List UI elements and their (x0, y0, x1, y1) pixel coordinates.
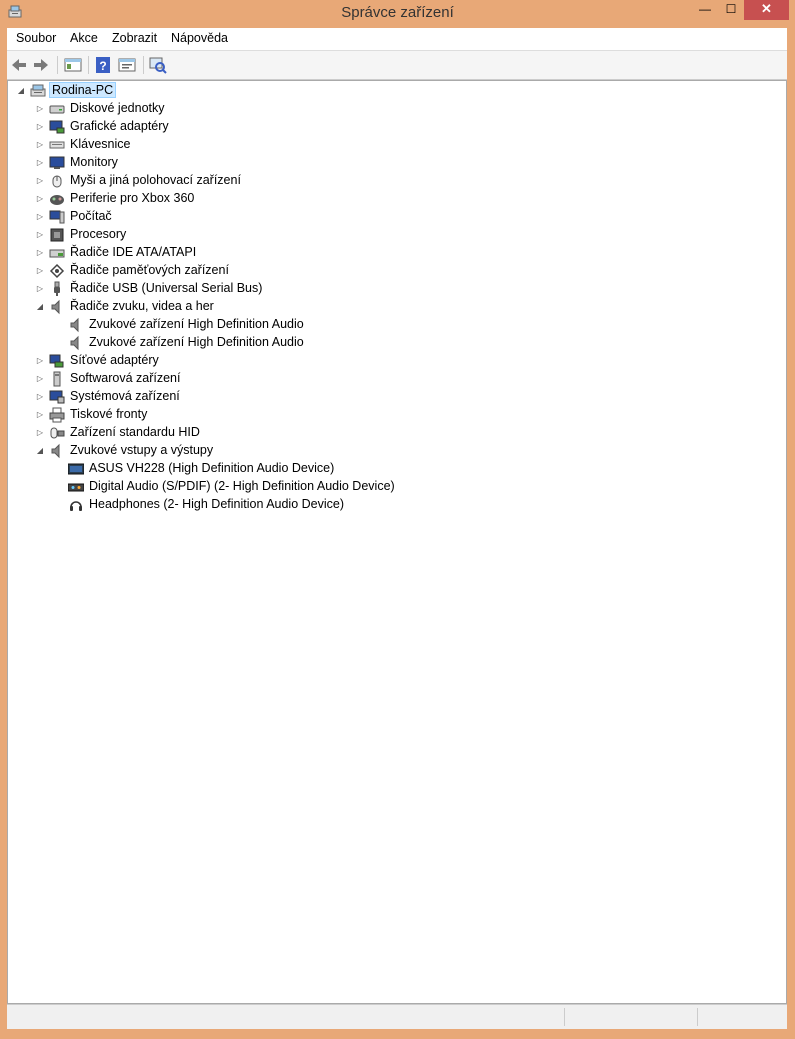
tree-device-label[interactable]: Zvukové zařízení High Definition Audio (89, 317, 304, 331)
status-bar (7, 1004, 787, 1029)
tree-category-label[interactable]: Grafické adaptéry (70, 119, 169, 133)
processor-icon (49, 227, 65, 243)
maximize-button[interactable]: ☐ (725, 2, 737, 16)
tree-device-label[interactable]: ASUS VH228 (High Definition Audio Device) (89, 461, 335, 475)
computer-root-icon (30, 83, 46, 99)
ide-controller-icon (49, 245, 65, 261)
expand-toggle[interactable]: ▷ (36, 140, 44, 149)
usb-icon (49, 281, 65, 297)
tree-category-label[interactable]: Klávesnice (70, 137, 131, 151)
tree-category-label[interactable]: Zvukové vstupy a výstupy (70, 443, 214, 457)
minimize-button[interactable]: — (699, 2, 711, 16)
mouse-icon (49, 173, 65, 189)
tree-category-label[interactable]: Síťové adaptéry (70, 353, 159, 367)
show-hide-console-tree-icon[interactable] (63, 55, 83, 75)
toolbar-separator (57, 56, 58, 74)
tree-category-label[interactable]: Řadiče zvuku, videa a her (70, 299, 214, 313)
menu-akce[interactable]: Akce (70, 31, 98, 45)
expand-toggle[interactable]: ▷ (36, 356, 44, 365)
tree-device-label[interactable]: Zvukové zařízení High Definition Audio (89, 335, 304, 349)
tree-category-label[interactable]: Systémová zařízení (70, 389, 180, 403)
toolbar-separator (143, 56, 144, 74)
toolbar (7, 50, 787, 80)
expand-toggle[interactable]: ▷ (36, 392, 44, 401)
close-button[interactable]: ✕ (744, 0, 789, 20)
tree-category-label[interactable]: Řadiče USB (Universal Serial Bus) (70, 281, 263, 295)
tree-category-label[interactable]: Periferie pro Xbox 360 (70, 191, 195, 205)
expand-toggle[interactable]: ▷ (36, 212, 44, 221)
expand-toggle[interactable]: ▷ (36, 284, 44, 293)
storage-controller-icon (49, 263, 65, 279)
computer-icon (49, 209, 65, 225)
speaker-icon (68, 335, 84, 351)
expand-toggle[interactable]: ▷ (36, 410, 44, 419)
expand-toggle[interactable]: ▷ (36, 194, 44, 203)
status-segment (697, 1008, 788, 1026)
tree-category-label[interactable]: Řadiče IDE ATA/ATAPI (70, 245, 197, 259)
network-adapter-icon (49, 353, 65, 369)
monitor-icon (49, 155, 65, 171)
menu-zobrazit[interactable]: Zobrazit (112, 31, 158, 45)
device-tree[interactable] (7, 80, 787, 1004)
speaker-icon (49, 443, 65, 459)
display-adapter-icon (49, 119, 65, 135)
menu-napoveda[interactable]: Nápověda (171, 31, 228, 45)
printer-icon (49, 407, 65, 423)
expand-toggle[interactable]: ▷ (36, 374, 44, 383)
expand-toggle[interactable]: ▷ (36, 428, 44, 437)
software-device-icon (49, 371, 65, 387)
tree-device-label[interactable]: Headphones (2- High Definition Audio Device) (89, 497, 345, 511)
expand-toggle[interactable]: ▷ (36, 266, 44, 275)
tree-category-label[interactable]: Zařízení standardu HID (70, 425, 200, 439)
keyboard-icon (49, 137, 65, 153)
expand-toggle[interactable]: ◢ (36, 446, 44, 455)
tree-category-label[interactable]: Diskové jednotky (70, 101, 165, 115)
status-segment (564, 1008, 698, 1026)
svg-text:?: ? (99, 59, 107, 73)
properties-icon[interactable] (117, 55, 137, 75)
headphones-icon (68, 497, 84, 513)
expand-toggle[interactable]: ◢ (36, 302, 44, 311)
help-icon[interactable] (93, 55, 113, 75)
tree-category-label[interactable]: Monitory (70, 155, 118, 169)
menu-bar (7, 28, 787, 50)
tree-category-label[interactable]: Tiskové fronty (70, 407, 148, 421)
speaker-icon (49, 299, 65, 315)
spdif-icon (68, 479, 84, 495)
expand-toggle[interactable]: ◢ (17, 86, 25, 95)
tree-category-label[interactable]: Řadiče paměťových zařízení (70, 263, 229, 277)
tree-category-label[interactable]: Myši a jiná polohovací zařízení (70, 173, 241, 187)
forward-arrow-icon[interactable] (31, 55, 51, 75)
monitor-audio-icon (68, 461, 84, 477)
expand-toggle[interactable]: ▷ (36, 176, 44, 185)
expand-toggle[interactable]: ▷ (36, 248, 44, 257)
hid-icon (49, 425, 65, 441)
expand-toggle[interactable]: ▷ (36, 158, 44, 167)
tree-device-label[interactable]: Digital Audio (S/PDIF) (2- High Definition Audio Device) (89, 479, 395, 493)
tree-root-label[interactable]: Rodina-PC (49, 82, 116, 98)
menu-soubor[interactable]: Soubor (16, 31, 57, 45)
back-arrow-icon[interactable] (9, 55, 29, 75)
tree-category-label[interactable]: Počítač (70, 209, 112, 223)
disk-drive-icon (49, 101, 65, 117)
tree-category-label[interactable]: Softwarová zařízení (70, 371, 181, 385)
expand-toggle[interactable]: ▷ (36, 122, 44, 131)
window-title: Správce zařízení (341, 4, 454, 21)
gamepad-icon (49, 191, 65, 207)
title-bar[interactable] (0, 0, 795, 26)
expand-toggle[interactable]: ▷ (36, 104, 44, 113)
toolbar-separator (88, 56, 89, 74)
system-device-icon (49, 389, 65, 405)
scan-hardware-changes-icon[interactable] (148, 55, 168, 75)
speaker-icon (68, 317, 84, 333)
expand-toggle[interactable]: ▷ (36, 230, 44, 239)
tree-category-label[interactable]: Procesory (70, 227, 127, 241)
